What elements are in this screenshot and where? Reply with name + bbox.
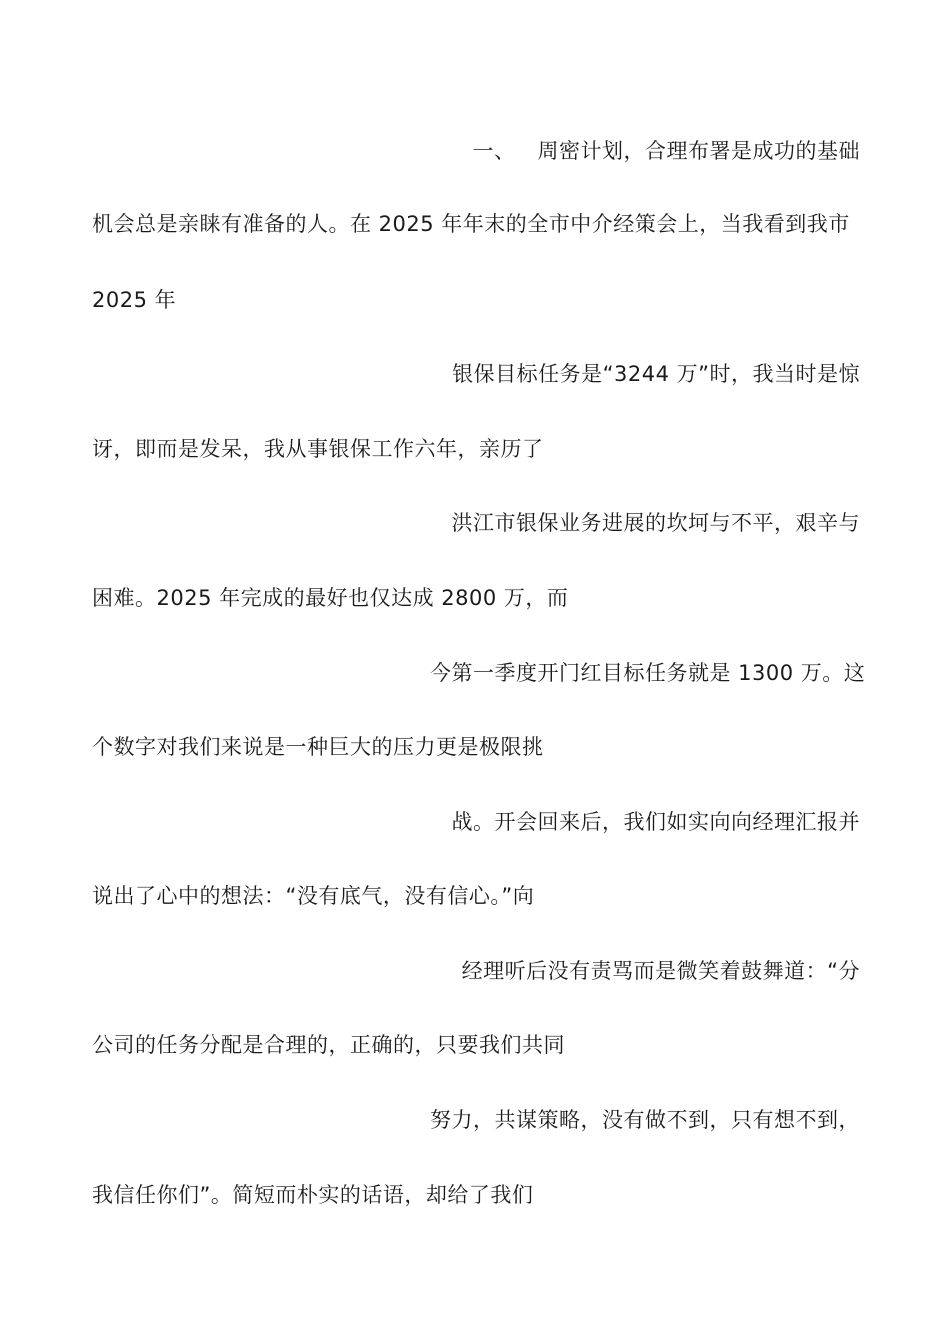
paragraph-line: 2025 年 [92,288,177,312]
paragraph-line: 我信任你们”。简短而朴实的话语，却给了我们 [92,1183,534,1207]
paragraph-line: 困难。2025 年完成的最好也仅达成 2800 万，而 [92,586,569,610]
paragraph-line: 公司的任务分配是合理的，正确的，只要我们共同 [92,1033,565,1057]
paragraph-line: 经理听后没有责骂而是微笑着鼓舞道：“分 [461,959,860,983]
paragraph-line: 战。开会回来后，我们如实向向经理汇报并 [451,810,860,834]
paragraph-line: 说出了心中的想法：“没有底气，没有信心。”向 [92,884,535,908]
paragraph-line: 今第一季度开门红目标任务就是 1300 万。这 [430,661,866,685]
paragraph-line: 洪江市银保业务进展的坎坷与不平，艰辛与 [451,511,860,535]
paragraph-line: 个数字对我们来说是一种巨大的压力更是极限挑 [92,735,544,759]
section-number: 一、 [472,139,516,163]
section-heading [430,137,860,165]
paragraph-line: 机会总是亲睐有准备的人。在 2025 年年末的全市中介经策会上，当我看到我市 [92,212,850,236]
paragraph-line: 银保目标任务是“3244 万”时，我当时是惊 [452,362,860,386]
section-title: 周密计划，合理布署是成功的基础 [537,139,860,163]
paragraph-line: 努力，共谋策略，没有做不到，只有想不到， [430,1108,860,1132]
paragraph-line: 讶，即而是发呆，我从事银保工作六年，亲历了 [92,437,544,461]
